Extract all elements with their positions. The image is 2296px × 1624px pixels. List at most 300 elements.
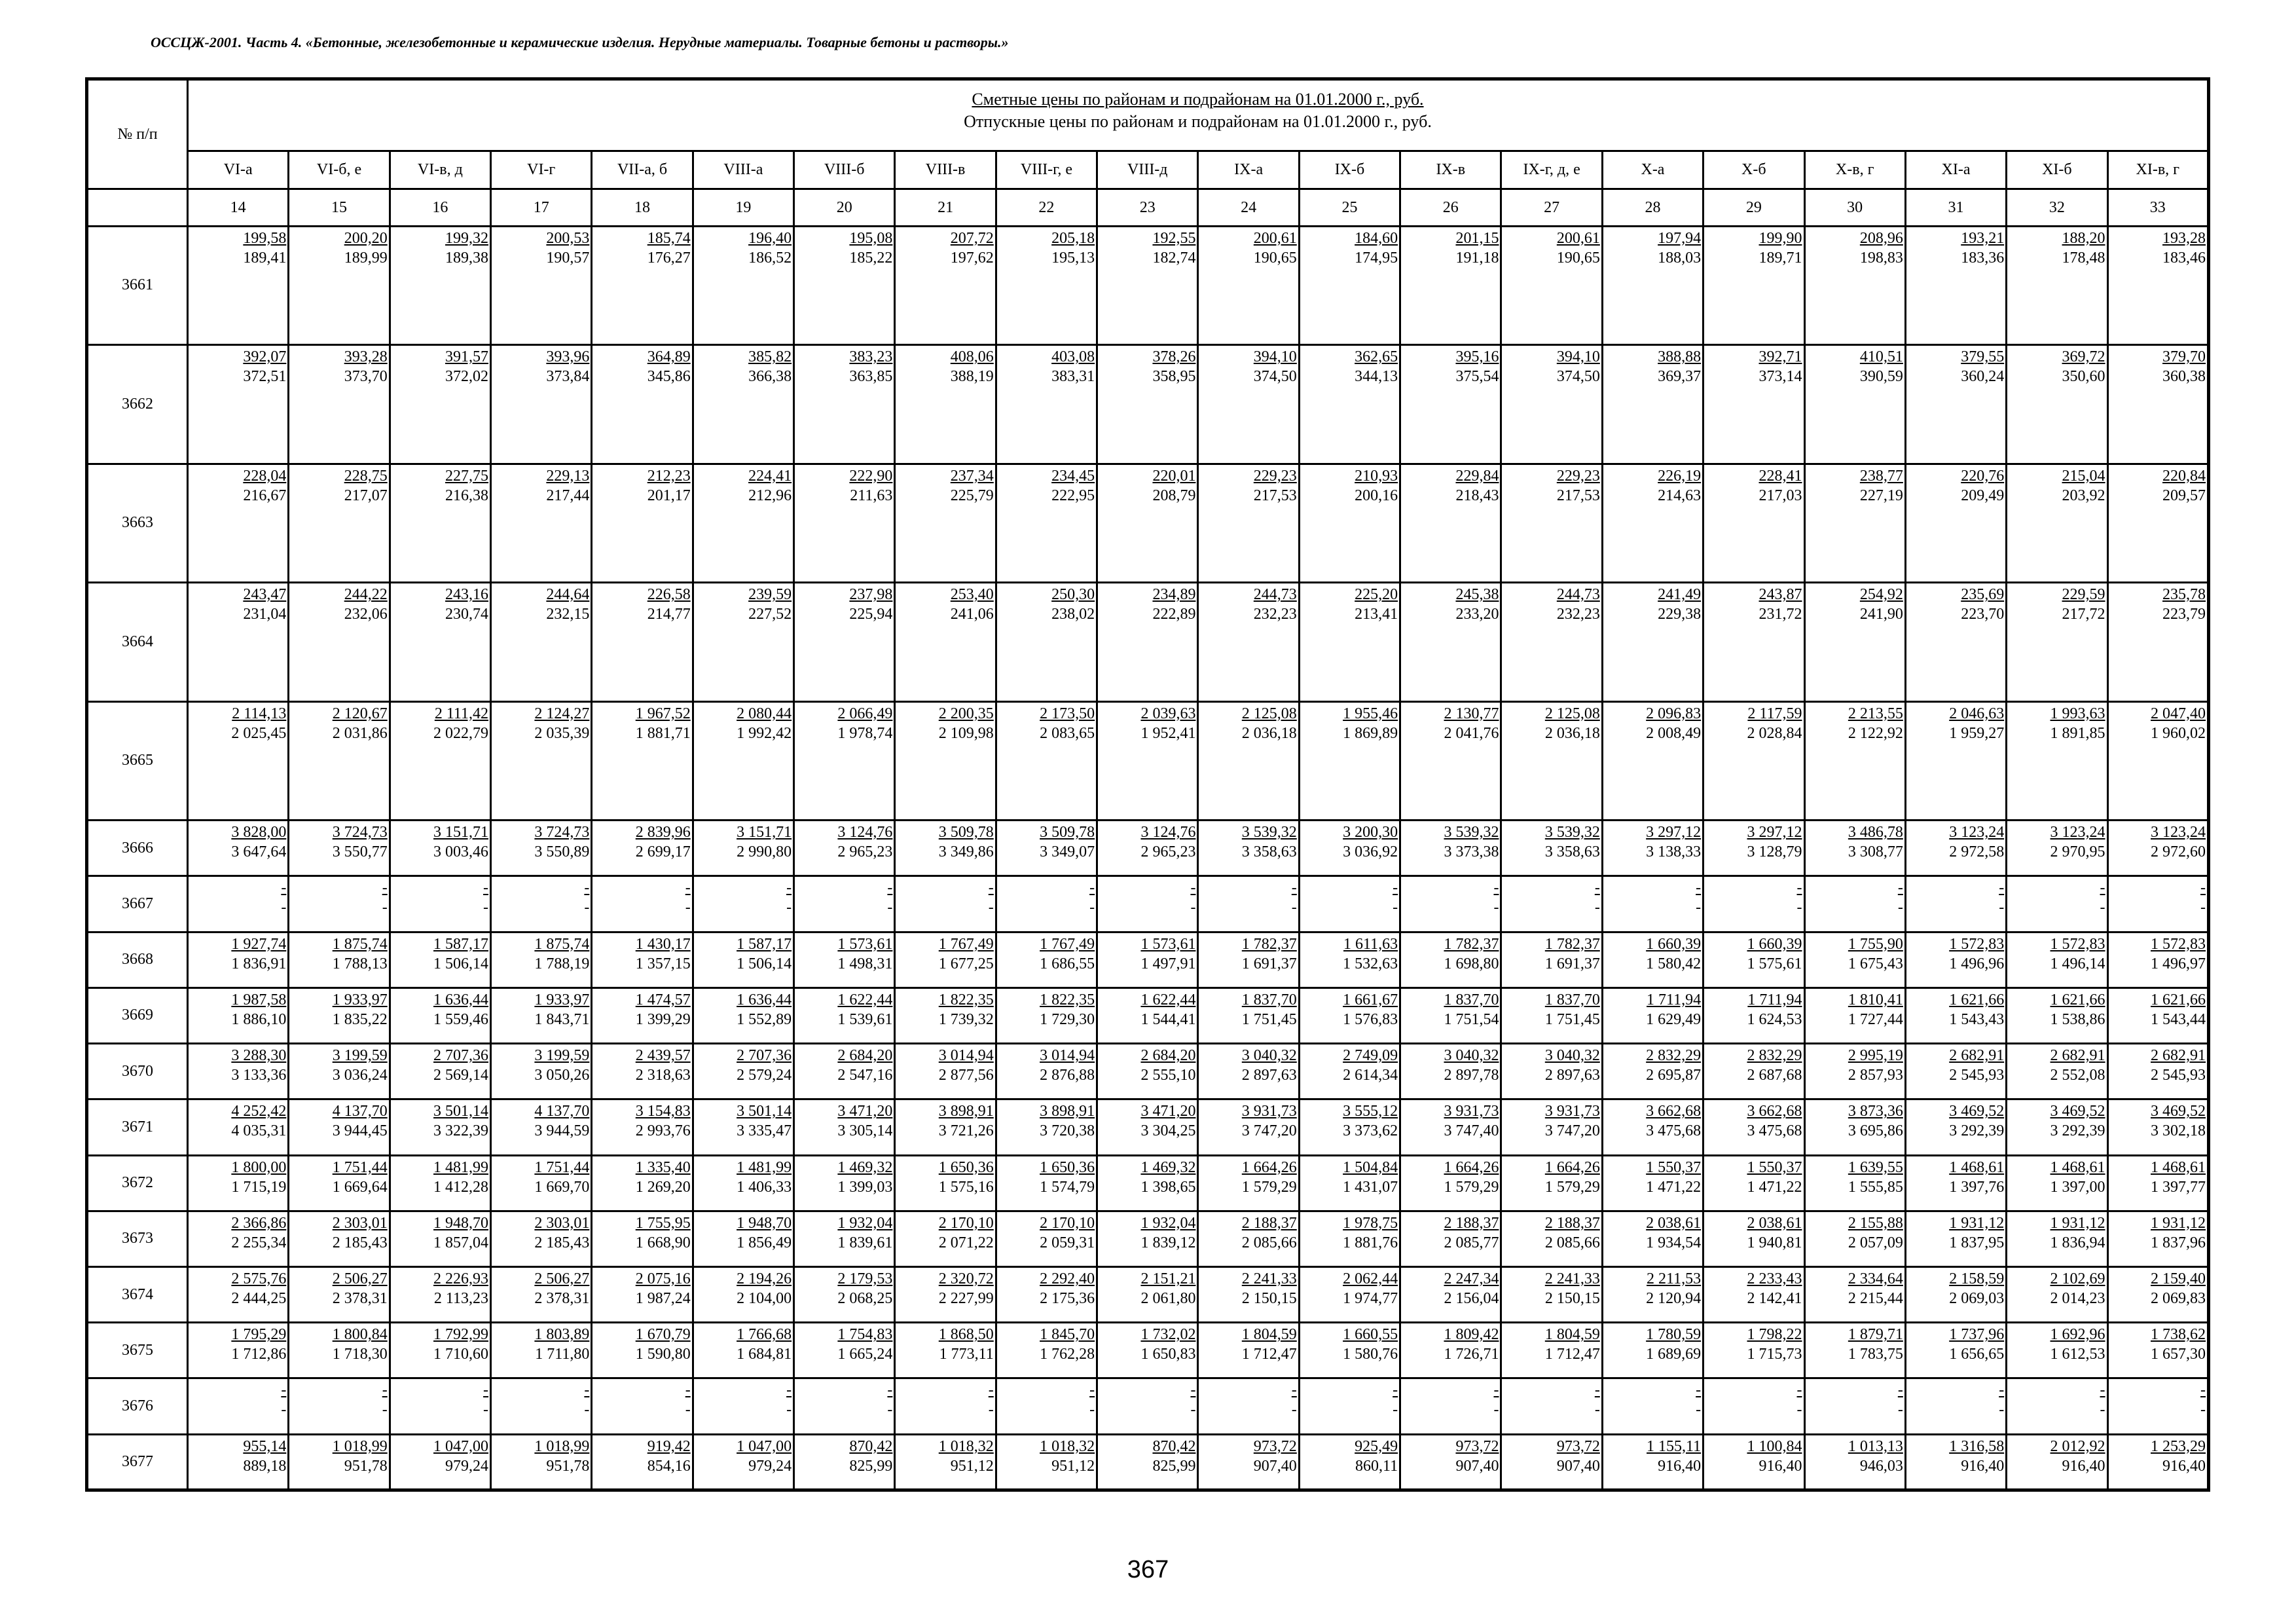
price-cell <box>1602 1378 1703 1434</box>
estimated-price: 193,28 <box>2162 229 2206 247</box>
estimated-price: 1 800,84 <box>332 1326 388 1344</box>
release-price: 2 156,04 <box>1444 1289 1499 1307</box>
region-header-cell: VIII-д <box>1097 151 1198 189</box>
release-price: 1 751,45 <box>1544 1010 1600 1028</box>
estimated-price: 1 430,17 <box>635 935 691 953</box>
estimated-price: 3 471,20 <box>837 1103 893 1120</box>
release-price: 1 856,49 <box>737 1234 792 1251</box>
estimated-price: 364,89 <box>647 348 691 366</box>
price-cell <box>996 987 1097 1043</box>
region-header-cell: IX-а <box>1198 151 1299 189</box>
row-number: 3662 <box>87 345 188 464</box>
release-price: 1 960,02 <box>2151 724 2206 742</box>
release-price: 2 059,31 <box>1040 1234 1095 1251</box>
release-price: 3 003,46 <box>433 843 489 861</box>
price-cell <box>1299 1044 1400 1099</box>
release-price: 344,13 <box>1355 368 1398 386</box>
price-cell <box>794 345 895 464</box>
estimated-price: 229,59 <box>2062 586 2105 604</box>
column-number-cell: 33 <box>2107 189 2208 226</box>
price-cell <box>996 1155 1097 1211</box>
estimated-price: 1 573,61 <box>837 935 893 953</box>
price-cell <box>1602 1323 1703 1378</box>
estimated-price: 2 303,01 <box>534 1214 590 1232</box>
release-price: 2 120,94 <box>1646 1289 1702 1307</box>
price-cell <box>1905 1266 2006 1322</box>
price-cell <box>1704 1266 1804 1322</box>
estimated-price: 1 013,13 <box>1848 1437 1903 1455</box>
price-cell <box>592 1378 693 1434</box>
estimated-price: 1 875,74 <box>534 935 590 953</box>
release-price: 1 839,61 <box>837 1234 893 1251</box>
estimated-price: 379,55 <box>1961 348 2005 366</box>
release-price: 2 150,15 <box>1544 1289 1600 1307</box>
price-cell <box>1501 1378 1602 1434</box>
estimated-price: 3 014,94 <box>1040 1047 1095 1065</box>
estimated-price: 3 154,83 <box>635 1103 691 1120</box>
estimated-price: 210,93 <box>1355 467 1398 485</box>
price-cell <box>1299 1099 1400 1155</box>
price-cell <box>289 1211 390 1266</box>
release-price: 198,83 <box>1859 249 1903 267</box>
price-cell <box>491 932 592 987</box>
estimated-price: 2 200,35 <box>938 705 994 722</box>
release-price: 3 944,45 <box>332 1122 388 1140</box>
release-price: 2 699,17 <box>635 843 691 861</box>
estimated-price: 2 188,37 <box>1444 1214 1499 1232</box>
estimated-price: 3 873,36 <box>1848 1103 1903 1120</box>
price-cell <box>1602 1155 1703 1211</box>
estimated-price: 226,58 <box>647 586 691 604</box>
price-cell <box>1804 1044 1905 1099</box>
release-price: 230,74 <box>445 606 489 623</box>
price-cell <box>895 1099 996 1155</box>
region-header-cell: IX-г, д, е <box>1501 151 1602 189</box>
region-header-cell: IX-в <box>1400 151 1501 189</box>
estimated-price: 3 898,91 <box>1040 1103 1095 1120</box>
release-price: 2 022,79 <box>433 724 489 742</box>
release-price: - <box>2200 899 2206 917</box>
estimated-price: 925,49 <box>1355 1437 1398 1455</box>
release-price: 889,18 <box>243 1457 287 1475</box>
estimated-price: - <box>1696 1382 1702 1399</box>
estimated-price: 3 931,73 <box>1444 1103 1499 1120</box>
estimated-price: 195,08 <box>849 229 893 247</box>
price-cell <box>1804 1323 1905 1378</box>
estimated-price: 395,16 <box>1455 348 1499 366</box>
estimated-price: 1 933,97 <box>534 991 590 1008</box>
price-cell <box>1704 1099 1804 1155</box>
estimated-price: 1 587,17 <box>737 935 792 953</box>
release-price: 907,40 <box>1253 1457 1297 1475</box>
estimated-price: - <box>1796 879 1802 897</box>
estimated-price: 243,16 <box>445 586 489 604</box>
column-number-cell: 17 <box>491 189 592 226</box>
release-price: 241,06 <box>950 606 994 623</box>
price-cell <box>390 1155 490 1211</box>
release-price: 1 689,69 <box>1646 1346 1702 1363</box>
price-cell <box>1198 1099 1299 1155</box>
price-cell <box>1602 932 1703 987</box>
release-price: 374,50 <box>1253 368 1297 386</box>
release-price: 1 397,77 <box>2151 1178 2206 1196</box>
release-price: 2 113,23 <box>433 1289 489 1307</box>
price-cell <box>491 1099 592 1155</box>
release-price: 189,71 <box>1758 249 1802 267</box>
price-cell <box>1400 1434 1501 1490</box>
release-price: 1 940,81 <box>1747 1234 1802 1251</box>
price-cell <box>895 583 996 702</box>
release-price: 1 471,22 <box>1646 1178 1702 1196</box>
release-price: 383,31 <box>1051 368 1095 386</box>
estimated-price: 1 875,74 <box>332 935 388 953</box>
release-price: 1 836,94 <box>2050 1234 2105 1251</box>
estimated-price: 1 732,02 <box>1140 1326 1196 1344</box>
region-header-cell: VIII-в <box>895 151 996 189</box>
price-cell <box>895 1155 996 1211</box>
price-cell <box>895 1378 996 1434</box>
estimated-price: 3 724,73 <box>332 824 388 841</box>
colnum-blank-cell <box>87 189 188 226</box>
estimated-price: - <box>382 879 388 897</box>
price-cell <box>996 583 1097 702</box>
release-price: 2 972,58 <box>1949 843 2005 861</box>
release-price: 2 970,95 <box>2050 843 2105 861</box>
price-cell <box>693 1323 793 1378</box>
estimated-price: 2 241,33 <box>1241 1270 1297 1287</box>
price-cell <box>188 1155 289 1211</box>
price-cell <box>1400 987 1501 1043</box>
estimated-price: 1 800,00 <box>231 1158 287 1176</box>
estimated-price: 1 837,70 <box>1241 991 1297 1008</box>
price-cell <box>1198 1378 1299 1434</box>
price-cell <box>1804 932 1905 987</box>
estimated-price: 1 621,66 <box>1949 991 2005 1008</box>
release-price: 3 133,36 <box>231 1067 287 1084</box>
release-price: 2 897,78 <box>1444 1067 1499 1084</box>
release-price: 1 399,03 <box>837 1178 893 1196</box>
price-cell <box>1198 932 1299 987</box>
estimated-price: 1 621,66 <box>2050 991 2105 1008</box>
estimated-price: 1 987,58 <box>231 991 287 1008</box>
release-price: 238,02 <box>1051 606 1095 623</box>
release-price: - <box>988 899 994 917</box>
price-cell <box>1804 464 1905 583</box>
row-number: 3668 <box>87 932 188 987</box>
release-price: 3 302,18 <box>2151 1122 2206 1140</box>
release-price: 1 783,75 <box>1848 1346 1903 1363</box>
price-cell <box>592 1099 693 1155</box>
price-cell <box>895 987 996 1043</box>
release-price: 3 322,39 <box>433 1122 489 1140</box>
release-price: 1 751,45 <box>1241 1010 1297 1028</box>
release-price: 185,22 <box>849 249 893 267</box>
estimated-price: 1 755,90 <box>1848 935 1903 953</box>
estimated-price: - <box>2200 1382 2206 1399</box>
estimated-price: 200,61 <box>1556 229 1600 247</box>
release-price: 825,99 <box>849 1457 893 1475</box>
estimated-price: 4 137,70 <box>332 1103 388 1120</box>
price-cell <box>289 701 390 821</box>
estimated-price: 1 474,57 <box>635 991 691 1008</box>
estimated-price: 2 155,88 <box>1848 1214 1903 1232</box>
price-cell <box>1905 701 2006 821</box>
release-price: 1 711,80 <box>535 1346 590 1363</box>
price-cell <box>2007 464 2107 583</box>
estimated-price: 1 780,59 <box>1646 1326 1702 1344</box>
estimated-price: 3 501,14 <box>433 1103 489 1120</box>
estimated-price: 1 837,70 <box>1444 991 1499 1008</box>
release-price: 1 712,47 <box>1544 1346 1600 1363</box>
price-cell <box>1501 464 1602 583</box>
price-cell <box>1400 701 1501 821</box>
row-number: 3664 <box>87 583 188 702</box>
release-price: 1 729,30 <box>1040 1010 1095 1028</box>
release-price: 1 836,91 <box>231 955 287 972</box>
estimated-price: 237,98 <box>849 586 893 604</box>
price-cell <box>390 464 490 583</box>
release-price: 1 978,74 <box>837 724 893 742</box>
release-price: 222,89 <box>1152 606 1196 623</box>
release-price: 2 008,49 <box>1646 724 1702 742</box>
estimated-price: 1 664,26 <box>1544 1158 1600 1176</box>
release-price: - <box>1089 1401 1095 1419</box>
table-row <box>87 1099 2209 1155</box>
price-cell <box>390 876 490 932</box>
estimated-price: 2 120,67 <box>332 705 388 722</box>
release-price: 197,62 <box>950 249 994 267</box>
release-price: - <box>483 899 489 917</box>
estimated-price: 244,64 <box>546 586 590 604</box>
price-cell <box>491 464 592 583</box>
price-cell <box>1704 1323 1804 1378</box>
release-price: 2 083,65 <box>1040 724 1095 742</box>
estimated-price: - <box>2200 879 2206 897</box>
price-cell <box>1704 1155 1804 1211</box>
price-cell <box>1097 583 1198 702</box>
release-price: 2 025,45 <box>231 724 287 742</box>
price-cell <box>1501 701 1602 821</box>
estimated-price: 403,08 <box>1051 348 1095 366</box>
estimated-price: 241,49 <box>1658 586 1702 604</box>
release-price: 1 773,11 <box>939 1346 994 1363</box>
release-price: 951,78 <box>344 1457 388 1475</box>
release-price: 3 747,20 <box>1544 1122 1600 1140</box>
price-cell <box>1400 1099 1501 1155</box>
estimated-price: 3 199,59 <box>332 1047 388 1065</box>
estimated-price: 973,72 <box>1556 1437 1600 1455</box>
release-price: - <box>1393 1401 1398 1419</box>
price-cell <box>289 583 390 702</box>
estimated-price: 1 636,44 <box>737 991 792 1008</box>
estimated-price: - <box>1089 879 1095 897</box>
price-cell <box>2007 1266 2107 1322</box>
estimated-price: 3 040,32 <box>1241 1047 1297 1065</box>
row-number: 3671 <box>87 1099 188 1155</box>
release-price: 374,50 <box>1556 368 1600 386</box>
price-cell <box>895 932 996 987</box>
price-cell <box>996 1434 1097 1490</box>
estimated-price: 3 040,32 <box>1544 1047 1600 1065</box>
release-price: - <box>1897 1401 1903 1419</box>
release-price: - <box>1291 899 1297 917</box>
page-number: 367 <box>1127 1556 1169 1583</box>
estimated-price: 2 130,77 <box>1444 705 1499 722</box>
release-price: 1 580,76 <box>1343 1346 1398 1363</box>
estimated-price: 1 661,67 <box>1343 991 1398 1008</box>
estimated-price: 188,20 <box>2062 229 2105 247</box>
price-cell <box>1704 1378 1804 1434</box>
price-cell <box>491 701 592 821</box>
release-price: 1 397,76 <box>1949 1178 2005 1196</box>
price-cell <box>2107 1099 2208 1155</box>
price-cell <box>794 1044 895 1099</box>
estimated-price: 3 151,71 <box>737 824 792 841</box>
release-price: 1 712,86 <box>231 1346 287 1363</box>
release-price: 232,23 <box>1556 606 1600 623</box>
estimated-price: 234,45 <box>1051 467 1095 485</box>
price-cell <box>2007 876 2107 932</box>
estimated-price: 1 155,11 <box>1647 1437 1702 1455</box>
table-row <box>87 876 2209 932</box>
estimated-price: 1 810,41 <box>1848 991 1903 1008</box>
release-price: 3 647,64 <box>231 843 287 861</box>
table-row <box>87 1211 2209 1266</box>
price-cell <box>794 821 895 876</box>
estimated-price: 1 754,83 <box>837 1326 893 1344</box>
price-cell <box>188 1434 289 1490</box>
price-cell <box>1905 821 2006 876</box>
price-cell <box>693 345 793 464</box>
price-cell <box>1097 226 1198 345</box>
document-header: ОССЦЖ-2001. Часть 4. «Бетонные, железобетонные и керамические изделия. Нерудные материалы. Товарные бетоны и растворы.» <box>151 34 1009 50</box>
estimated-price: 1 650,36 <box>1040 1158 1095 1176</box>
price-cell <box>1602 1044 1703 1099</box>
estimated-price: 1 795,29 <box>231 1326 287 1344</box>
price-cell <box>1905 932 2006 987</box>
estimated-price: 394,10 <box>1253 348 1297 366</box>
estimated-price: 205,18 <box>1051 229 1095 247</box>
table-row <box>87 1434 2209 1490</box>
estimated-price: 2 506,27 <box>332 1270 388 1287</box>
price-cell <box>491 1044 592 1099</box>
price-cell <box>794 932 895 987</box>
estimated-price: 2 125,08 <box>1241 705 1297 722</box>
release-price: 2 057,09 <box>1848 1234 1903 1251</box>
release-price: 951,78 <box>546 1457 590 1475</box>
release-price: 916,40 <box>1961 1457 2005 1475</box>
release-price: 191,18 <box>1455 249 1499 267</box>
price-cell <box>2107 876 2208 932</box>
estimated-price: 2 096,83 <box>1646 705 1702 722</box>
release-price: - <box>1796 1401 1802 1419</box>
table-row <box>87 1155 2209 1211</box>
estimated-price: 1 316,58 <box>1949 1437 2005 1455</box>
price-cell <box>693 987 793 1043</box>
release-price: 2 857,93 <box>1848 1067 1903 1084</box>
estimated-price: 3 297,12 <box>1646 824 1702 841</box>
estimated-price: - <box>1393 1382 1398 1399</box>
price-cell <box>1602 1099 1703 1155</box>
estimated-price: 2 102,69 <box>2050 1270 2105 1287</box>
release-price: 1 575,16 <box>938 1178 994 1196</box>
release-price: 2 036,18 <box>1544 724 1600 742</box>
release-price: 1 857,04 <box>433 1234 489 1251</box>
price-cell <box>592 583 693 702</box>
price-cell <box>2007 583 2107 702</box>
estimated-price: 1 782,37 <box>1241 935 1297 953</box>
release-price: 2 555,10 <box>1140 1067 1196 1084</box>
release-price: 2 965,23 <box>837 843 893 861</box>
estimated-price: 185,74 <box>647 229 691 247</box>
estimated-price: - <box>2100 1382 2105 1399</box>
price-cell <box>1501 1211 1602 1266</box>
price-cell <box>390 701 490 821</box>
estimated-price: 1 047,00 <box>737 1437 792 1455</box>
release-price: 2 150,15 <box>1241 1289 1297 1307</box>
estimated-price: 1 932,04 <box>837 1214 893 1232</box>
estimated-price: 2 047,40 <box>2151 705 2206 722</box>
estimated-price: 228,04 <box>243 467 287 485</box>
price-cell <box>1804 821 1905 876</box>
region-header-cell: VI-в, д <box>390 151 490 189</box>
price-cell <box>1905 1323 2006 1378</box>
estimated-price: 235,78 <box>2162 586 2206 604</box>
estimated-price: 253,40 <box>950 586 994 604</box>
release-price: 1 881,71 <box>635 724 691 742</box>
estimated-price: 1 621,66 <box>2151 991 2206 1008</box>
estimated-price: 3 539,32 <box>1544 824 1600 841</box>
release-price: 2 990,80 <box>737 843 792 861</box>
release-price: 2 547,16 <box>837 1067 893 1084</box>
price-cell <box>693 226 793 345</box>
release-price: 189,99 <box>344 249 388 267</box>
release-price: 3 349,86 <box>938 843 994 861</box>
price-cell <box>1905 876 2006 932</box>
release-price: 225,94 <box>849 606 893 623</box>
release-price: 1 686,55 <box>1040 955 1095 972</box>
price-cell <box>895 1211 996 1266</box>
price-cell <box>996 1378 1097 1434</box>
release-price: 1 555,85 <box>1848 1178 1903 1196</box>
release-price: 3 036,92 <box>1343 843 1398 861</box>
release-price: 183,36 <box>1961 249 2005 267</box>
price-cell <box>1097 876 1198 932</box>
estimated-price: 228,41 <box>1758 467 1802 485</box>
release-price: 373,84 <box>546 368 590 386</box>
price-cell <box>1905 583 2006 702</box>
estimated-price: 2 292,40 <box>1040 1270 1095 1287</box>
estimated-price: 3 124,76 <box>1140 824 1196 841</box>
price-cell <box>592 932 693 987</box>
price-cell <box>1501 821 1602 876</box>
estimated-price: - <box>1594 879 1600 897</box>
column-number-cell: 24 <box>1198 189 1299 226</box>
estimated-price: 1 711,94 <box>1647 991 1702 1008</box>
release-price: - <box>786 1401 792 1419</box>
estimated-price: 192,55 <box>1152 229 1196 247</box>
release-price: 2 444,25 <box>231 1289 287 1307</box>
price-cell <box>2107 1323 2208 1378</box>
estimated-price: 227,75 <box>445 467 489 485</box>
release-price: 217,44 <box>546 487 590 504</box>
release-price: 2 965,23 <box>1140 843 1196 861</box>
release-price: 3 747,20 <box>1241 1122 1297 1140</box>
price-cell <box>895 464 996 583</box>
estimated-price: 2 213,55 <box>1848 705 1903 722</box>
release-price: 1 881,76 <box>1343 1234 1398 1251</box>
estimated-price: 1 711,94 <box>1747 991 1802 1008</box>
